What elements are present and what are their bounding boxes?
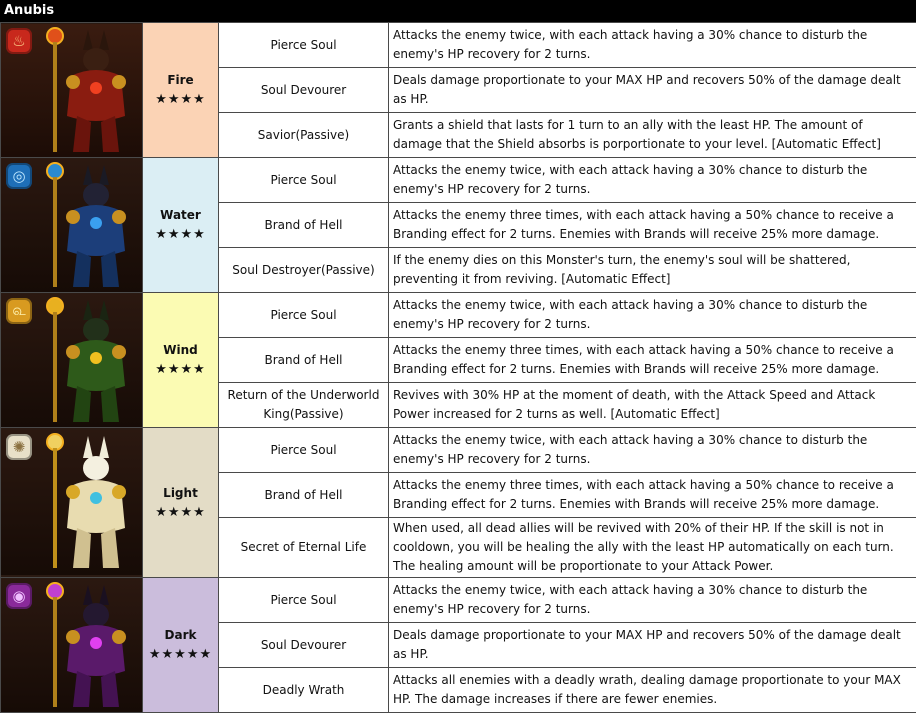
skill-name: Deadly Wrath xyxy=(219,668,389,713)
attribute-cell xyxy=(143,23,219,158)
attribute-cell xyxy=(143,578,219,713)
skill-description: Attacks the enemy three times, with each attack having a 50% chance to receive a Branding effect for 2 turns. Enemies with Brands will receive 25% more damage. xyxy=(389,338,916,383)
skill-description: When used, all dead allies will be revived with 20% of their HP. If the skill is not in cooldown, you will be healing the ally with the least HP automatically on each turn. The healing amount will be proportionate to your Attack Power. xyxy=(389,518,916,578)
skills-table xyxy=(0,22,916,713)
star-rating: ★★★★★ xyxy=(144,645,217,665)
skill-name: Pierce Soul xyxy=(219,293,389,338)
attribute-label: Wind xyxy=(144,340,217,360)
skill-description: Attacks the enemy twice, with each attack having a 30% chance to disturb the enemy's HP recovery for 2 turns. xyxy=(389,428,916,473)
attribute-label: Water xyxy=(144,205,217,225)
dark-element-icon: ◉ xyxy=(6,583,32,609)
skill-name: Pierce Soul xyxy=(219,23,389,68)
skill-name: Return of the Underworld King(Passive) xyxy=(219,383,389,428)
table-row xyxy=(1,578,916,623)
skill-name: Brand of Hell xyxy=(219,203,389,248)
attribute-cell xyxy=(143,428,219,578)
attribute-label: Light xyxy=(144,483,217,503)
skill-name: Soul Destroyer(Passive) xyxy=(219,248,389,293)
skill-name: Soul Devourer xyxy=(219,623,389,668)
attribute-label: Dark xyxy=(144,625,217,645)
skill-description: Attacks the enemy three times, with each attack having a 50% chance to receive a Branding effect for 2 turns. Enemies with Brands will receive 25% more damage. xyxy=(389,473,916,518)
monster-wind-icon xyxy=(33,296,137,426)
attribute-cell xyxy=(143,158,219,293)
table-row xyxy=(1,428,916,473)
table-row xyxy=(1,293,916,338)
skill-description: Grants a shield that lasts for 1 turn to an ally with the least HP. The amount of damage that the Shield absorbs is porportionate to your level. [Automatic Effect] xyxy=(389,113,916,158)
skill-name: Secret of Eternal Life xyxy=(219,518,389,578)
monster-dark-icon xyxy=(33,581,137,711)
skill-name: Brand of Hell xyxy=(219,338,389,383)
light-portrait xyxy=(1,428,143,578)
star-rating: ★★★★ xyxy=(144,225,217,245)
skill-name: Soul Devourer xyxy=(219,68,389,113)
table-row xyxy=(1,23,916,68)
skill-name: Pierce Soul xyxy=(219,578,389,623)
skill-description: Attacks the enemy twice, with each attack having a 30% chance to disturb the enemy's HP recovery for 2 turns. xyxy=(389,23,916,68)
light-element-icon: ✺ xyxy=(6,434,32,460)
water-portrait xyxy=(1,158,143,293)
skill-name: Pierce Soul xyxy=(219,158,389,203)
star-rating: ★★★★ xyxy=(144,90,217,110)
wind-element-icon: ௳ xyxy=(6,298,32,324)
star-rating: ★★★★ xyxy=(144,360,217,380)
fire-portrait xyxy=(1,23,143,158)
water-element-icon: ◎ xyxy=(6,163,32,189)
skill-description: Attacks the enemy twice, with each attack having a 30% chance to disturb the enemy's HP recovery for 2 turns. xyxy=(389,578,916,623)
skill-name: Pierce Soul xyxy=(219,428,389,473)
fire-element-icon: ♨ xyxy=(6,28,32,54)
monster-fire-icon xyxy=(33,26,137,156)
skill-description: Deals damage proportionate to your MAX HP and recovers 50% of the damage dealt as HP. xyxy=(389,623,916,668)
table-row xyxy=(1,158,916,203)
wind-portrait xyxy=(1,293,143,428)
skill-description: If the enemy dies on this Monster's turn, the enemy's soul will be shattered, preventing it from reviving. [Automatic Effect] xyxy=(389,248,916,293)
skill-description: Deals damage proportionate to your MAX HP and recovers 50% of the damage dealt as HP. xyxy=(389,68,916,113)
skill-description: Attacks all enemies with a deadly wrath, dealing damage proportionate to your MAX HP. The damage increases if there are fewer enemies. xyxy=(389,668,916,713)
attribute-cell xyxy=(143,293,219,428)
skill-name: Savior(Passive) xyxy=(219,113,389,158)
skill-description: Attacks the enemy twice, with each attack having a 30% chance to disturb the enemy's HP recovery for 2 turns. xyxy=(389,293,916,338)
skill-description: Revives with 30% HP at the moment of death, with the Attack Speed and Attack Power increased for 2 turns as well. [Automatic Effect] xyxy=(389,383,916,428)
monster-light-icon xyxy=(33,432,137,572)
monster-water-icon xyxy=(33,161,137,291)
star-rating: ★★★★ xyxy=(144,503,217,523)
skill-description: Attacks the enemy three times, with each attack having a 50% chance to receive a Branding effect for 2 turns. Enemies with Brands will receive 25% more damage. xyxy=(389,203,916,248)
attribute-label: Fire xyxy=(144,70,217,90)
skill-name: Brand of Hell xyxy=(219,473,389,518)
page-title: Anubis xyxy=(0,0,916,22)
skill-description: Attacks the enemy twice, with each attack having a 30% chance to disturb the enemy's HP recovery for 2 turns. xyxy=(389,158,916,203)
dark-portrait xyxy=(1,578,143,713)
